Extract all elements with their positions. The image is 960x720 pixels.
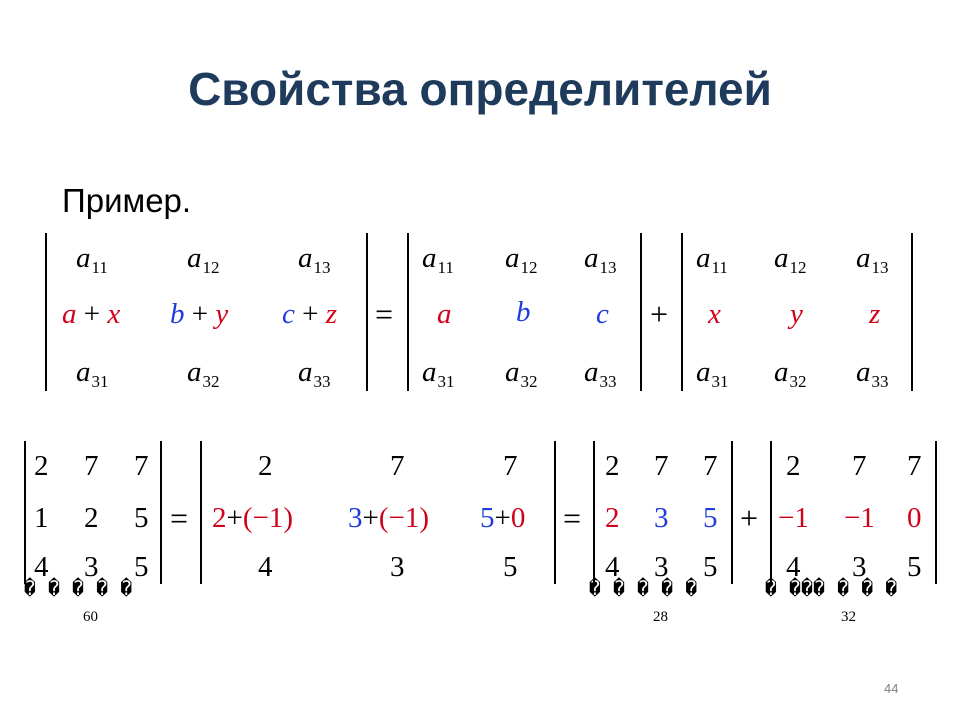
matrix-entry: 4 (605, 551, 620, 583)
matrix-entry: b + y (170, 298, 229, 330)
matrix-entry: 4 (258, 551, 273, 583)
det-bar (770, 441, 772, 584)
matrix-entry: 2+(−1) (212, 502, 294, 534)
matrix-entry: 2 (258, 450, 273, 482)
determinant-value: 60 (83, 609, 98, 625)
det-bar (731, 441, 733, 584)
matrix-entry: 3 (654, 502, 669, 534)
matrix-entry: 3 (390, 551, 405, 583)
matrix-entry: 5 (703, 502, 718, 534)
page-number: 44 (884, 681, 899, 696)
matrix-entry: a + x (62, 298, 121, 330)
det-bar (640, 233, 642, 391)
matrix-entry: 2 (786, 450, 801, 482)
det-bar (366, 233, 368, 391)
matrix-entry: $a_{33}$ (584, 356, 617, 391)
matrix-entry: −1 (844, 502, 875, 534)
matrix-entry: b (516, 296, 531, 328)
example-label: Пример. (62, 182, 192, 219)
matrix-entry: y (790, 298, 803, 330)
matrix-entry: 7 (503, 450, 518, 482)
matrix-entry: $a_{11}$ (76, 242, 108, 277)
matrix-entry: 7 (654, 450, 669, 482)
equals-sign: = (375, 296, 394, 332)
matrix-entry: c + z (282, 298, 338, 330)
matrix-entry: 3 (852, 551, 867, 583)
matrix-entry: c (596, 298, 609, 330)
matrix-entry: 2 (605, 502, 620, 534)
matrix-entry: 1 (34, 502, 49, 534)
matrix-entry: $a_{11}$ (696, 242, 728, 277)
matrix-entry: $a_{12}$ (187, 242, 220, 277)
matrix-entry: 3 (654, 551, 669, 583)
matrix-entry: 5 (907, 551, 922, 583)
matrix-entry: $a_{33}$ (298, 356, 331, 391)
matrix-entry: 7 (852, 450, 867, 482)
matrix-entry: 7 (390, 450, 405, 482)
matrix-entry: 5+0 (480, 502, 526, 534)
matrix-entry: $a_{12}$ (774, 242, 807, 277)
det-bar (554, 441, 556, 584)
determinant-value: 28 (653, 609, 668, 625)
matrix-entry: 3 (84, 551, 99, 583)
broken-glyph-row: � � � � � (589, 576, 698, 600)
matrix-entry: $a_{31}$ (76, 356, 109, 391)
matrix-entry: 5 (134, 502, 149, 534)
matrix-entry: $a_{32}$ (187, 356, 220, 391)
matrix-entry: $a_{31}$ (696, 356, 729, 391)
matrix-entry: $a_{32}$ (774, 356, 807, 391)
matrix-entry: −1 (778, 502, 809, 534)
matrix-entry: $a_{11}$ (422, 242, 454, 277)
det-bar (935, 441, 937, 584)
matrix-entry: 2 (84, 502, 99, 534)
matrix-entry: 5 (134, 551, 149, 583)
broken-glyph-row: � ��� � � � (765, 576, 898, 600)
plus-sign: + (740, 500, 759, 536)
det-bar (593, 441, 595, 584)
matrix-entry: 4 (786, 551, 801, 583)
matrix-entry: z (869, 298, 881, 330)
matrix-entry: $a_{12}$ (505, 242, 538, 277)
matrix-entry: $a_{13}$ (856, 242, 889, 277)
matrix-entry: 7 (134, 450, 149, 482)
det-bar (160, 441, 162, 584)
broken-glyph-row: � � � � � (24, 576, 133, 600)
matrix-entry: 3+(−1) (348, 502, 430, 534)
matrix-entry: 7 (907, 450, 922, 482)
det-bar (200, 441, 202, 584)
equals-sign: = (563, 500, 582, 536)
matrix-entry: x (708, 298, 721, 330)
matrix-entry: 5 (703, 551, 718, 583)
matrix-entry: $a_{32}$ (505, 356, 538, 391)
matrix-entry: $a_{13}$ (584, 242, 617, 277)
matrix-entry: $a_{13}$ (298, 242, 331, 277)
matrix-entry: 2 (34, 450, 49, 482)
det-bar (681, 233, 683, 391)
matrix-entry: 7 (84, 450, 99, 482)
matrix-entry: 0 (907, 502, 922, 534)
det-bar (45, 233, 47, 391)
determinant-value: 32 (841, 609, 856, 625)
equals-sign: = (170, 500, 189, 536)
matrix-entry: $a_{33}$ (856, 356, 889, 391)
matrix-entry: 5 (503, 551, 518, 583)
det-bar (24, 441, 26, 584)
slide-title: Свойства определителей (188, 63, 772, 115)
matrix-entry: 4 (34, 551, 49, 583)
matrix-entry: $a_{31}$ (422, 356, 455, 391)
det-bar (407, 233, 409, 391)
matrix-entry: 2 (605, 450, 620, 482)
plus-sign: + (650, 296, 669, 332)
det-bar (911, 233, 913, 391)
matrix-entry: a (437, 298, 452, 330)
matrix-entry: 7 (703, 450, 718, 482)
